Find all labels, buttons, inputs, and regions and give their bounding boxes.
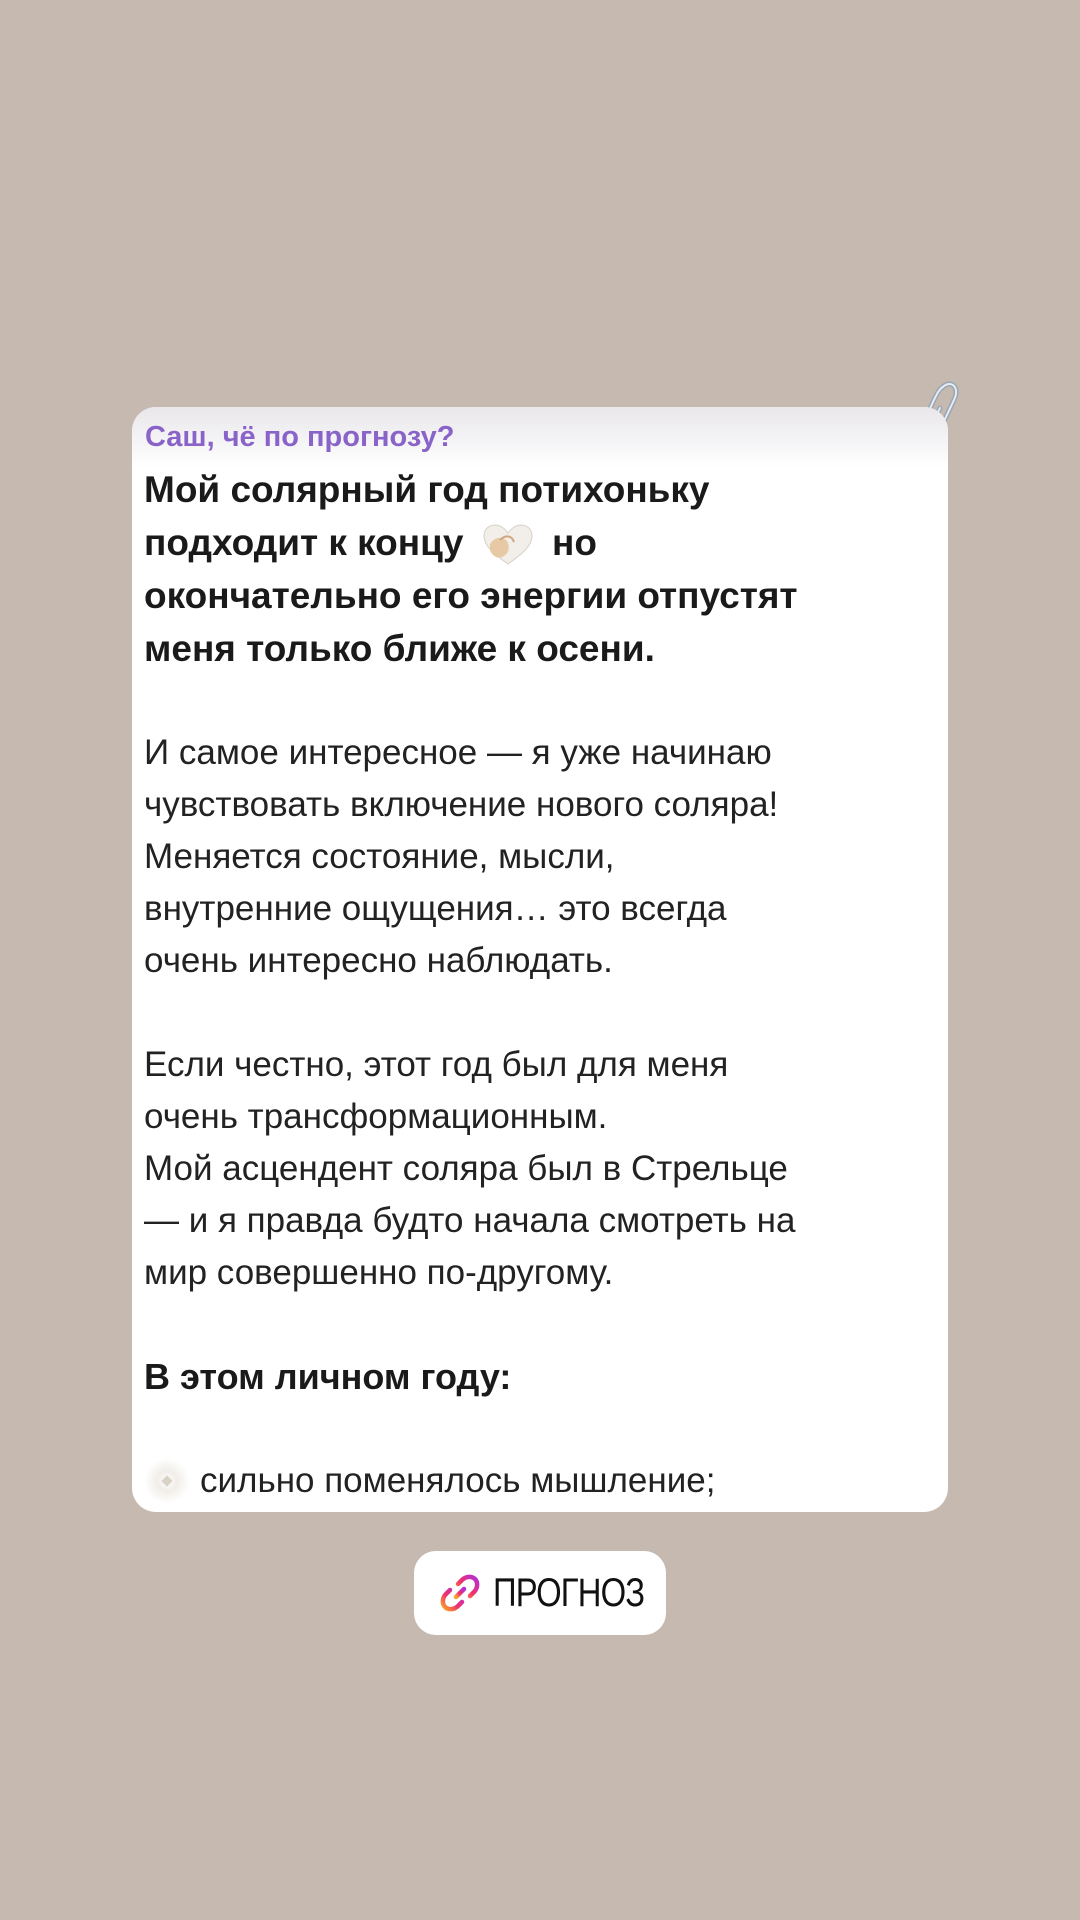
para1-line-3: Меняется состояние, мысли, [144,837,615,876]
para2-line-2: очень трансформационным. [144,1097,608,1136]
intro-line-2 [144,516,908,569]
story-text-card [132,407,948,1512]
card-content [144,413,908,1507]
intro-line-3: окончательно его энергии отпустят [144,575,798,616]
intro-line-2-tail: но [552,522,597,563]
reply-label: Саш, чё по прогнозу? [145,421,455,453]
link-sticker-button[interactable] [414,1551,666,1635]
sparkle-icon [144,1458,190,1504]
link-sticker-label[interactable]: ПРОГНОЗ [493,1570,645,1615]
intro-line-4: меня только ближе к осени. [144,628,655,669]
para1-line-4: внутренние ощущения… это всегда [144,889,727,928]
para2-line-3: Мой асцендент соляра был в Стрельце [144,1149,788,1188]
personal-year-heading: В этом личном году: [144,1356,512,1397]
para2-line-5: мир совершенно по-другому. [144,1253,614,1292]
list-item-text: сильно поменялось мышление; [200,1461,716,1500]
heart-hands-emoji [480,522,536,568]
list-item [144,1455,908,1507]
para1-line-2: чувствовать включение нового соляра! [144,785,779,824]
intro-line-2-text: подходит к концу [144,522,464,563]
para2-line-4: — и я правда будто начала смотреть на [144,1201,796,1240]
para1-line-5: очень интересно наблюдать. [144,941,613,980]
paragraph-new-solar [144,727,908,987]
para2-line-1: Если честно, этот год был для меня [144,1045,729,1084]
intro-paragraph [144,463,908,675]
intro-line-1: Мой солярный год потихоньку [144,469,710,510]
link-icon [437,1570,483,1616]
paragraph-transformation [144,1039,908,1299]
para1-line-1: И самое интересное — я уже начинаю [144,733,772,772]
